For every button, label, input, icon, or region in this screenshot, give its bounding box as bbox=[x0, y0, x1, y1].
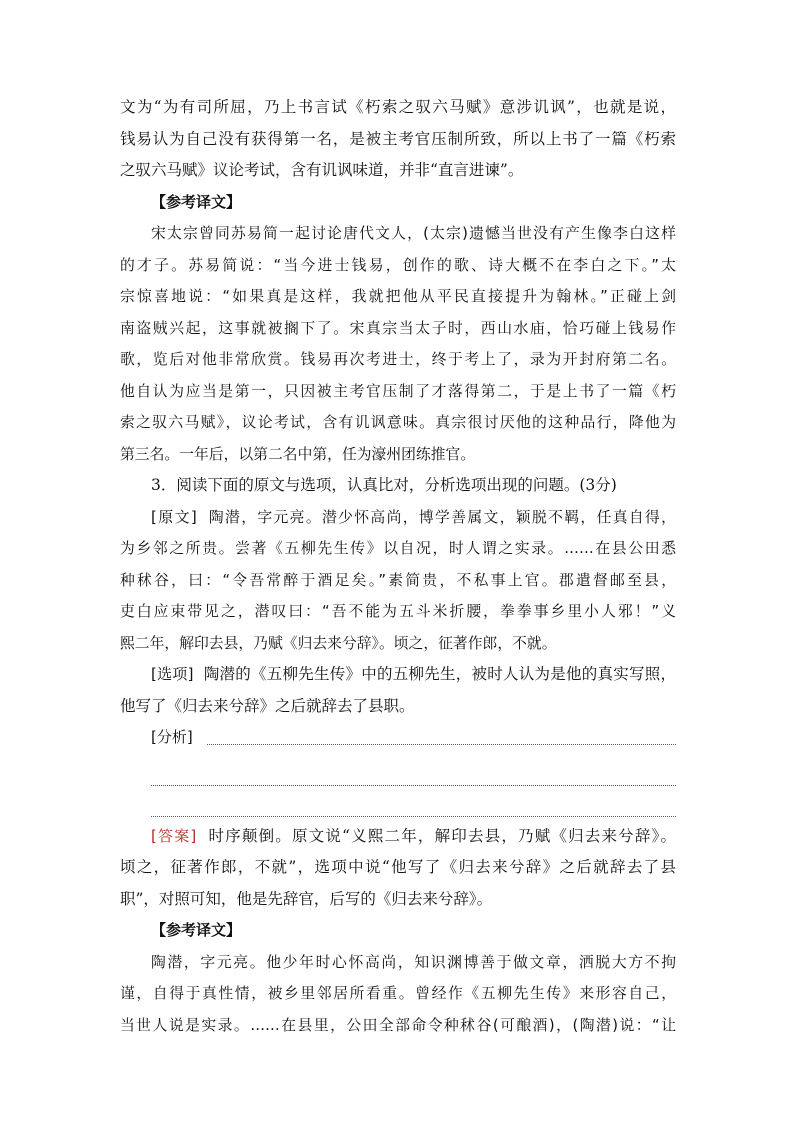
original-text-block bbox=[120, 502, 676, 660]
answer-blank-line[interactable] bbox=[151, 769, 676, 786]
text-line: 他自认为应当是第一，只因被主考官压制了才落得第二，于是上书了一篇《朽 bbox=[120, 382, 676, 400]
original-tag: [原文] bbox=[151, 507, 197, 526]
text-line: 种秫谷，曰：“令吾常醉于酒足矣。”素简贵，不私事上官。郡遣督邮至县， bbox=[120, 571, 676, 589]
option-block bbox=[120, 659, 676, 722]
text-line: 南盗贼兴起，这事就被搁下了。宋真宗当太子时，西山水庙，恰巧碰上钱易作 bbox=[120, 319, 676, 337]
answer-blank-line[interactable] bbox=[151, 800, 676, 817]
text-line: 当世人说是实录。……在县里，公田全部命令种秫谷(可酿酒)，(陶潜)说：“让 bbox=[120, 1016, 676, 1034]
text-line: 文为“为有司所屈，乃上书言试《朽索之驭六马赋》意涉讥讽”，也就是说， bbox=[120, 98, 676, 116]
reference-translation-2 bbox=[120, 947, 676, 1042]
question-title: 3．阅读下面的原文与选项，认真比对，分析选项出现的问题。(3分) bbox=[151, 476, 617, 494]
text-line: 职”，对照可知，他是先辞官，后写的《归去来兮辞》。 bbox=[120, 889, 493, 908]
text-line: 陶潜，字元亮。潜少怀高尚，博学善属文，颖脱不羁，任真自得， bbox=[208, 508, 676, 526]
text-line: 谨，自得于真性情，被乡里邻居所看重。曾经作《五柳先生传》来形容自己， bbox=[120, 985, 676, 1002]
text-line: 陶潜，字元亮。他少年时心怀高尚，知识渊博善于做文章，洒脱大方不拘 bbox=[151, 953, 676, 971]
reference-translation-heading: 【参考译文】 bbox=[151, 921, 242, 939]
text-line: 歌，览后对他非常欣赏。钱易再次考进士，终于考上了，录为开封府第二名。 bbox=[120, 351, 676, 368]
text-line: 索之驭六马赋》，议论考试，含有讥讽意味。真宗很讨厌他的这种品行，降他为 bbox=[120, 414, 676, 431]
text-line: 之驭六马赋》议论考试，含有讥讽味道，并非“直言进谏”。 bbox=[120, 161, 524, 179]
reference-translation-1 bbox=[120, 218, 676, 470]
text-line: 宗惊喜地说：“如果真是这样，我就把他从平民直接提升为翰林。”正碰上剑 bbox=[120, 288, 676, 305]
text-line: 陶潜的《五柳先生传》中的五柳先生，被时人认为是他的真实写照， bbox=[203, 665, 676, 683]
option-tag: [选项] bbox=[151, 665, 194, 683]
document-page bbox=[120, 92, 676, 1041]
text-line: 宋太宗曾同苏易简一起讨论唐代文人，(太宗)遗憾当世没有产生像李白这样 bbox=[151, 225, 676, 242]
text-line: 为乡邻之所贵。尝著《五柳先生传》以自况，时人谓之实录。……在县公田悉 bbox=[120, 540, 676, 557]
text-line: 熙二年，解印去县，乃赋《归去来兮辞》。顷之，征著作郎，不就。 bbox=[120, 634, 557, 652]
reference-translation-heading: 【参考译文】 bbox=[151, 192, 242, 211]
analysis-tag: [分析] bbox=[151, 728, 193, 746]
text-line: 第三名。一年后，以第二名中第，任为濠州团练推官。 bbox=[120, 445, 476, 463]
text-line: 他写了《归去来兮辞》之后就辞去了县职。 bbox=[120, 696, 415, 715]
text-line: 顷之，征著作郎，不就”，选项中说“他写了《归去来兮辞》之后就辞去了县 bbox=[120, 858, 676, 876]
text-line: 钱易认为自己没有获得第一名，是被主考官压制所致，所以上书了一篇《朽索 bbox=[120, 129, 676, 148]
answer-tag: [答案] bbox=[151, 826, 197, 845]
text-line: 时序颠倒。原文说“义熙二年，解印去县，乃赋《归去来兮辞》。 bbox=[208, 826, 676, 845]
analysis-block bbox=[120, 722, 676, 817]
text-line: 吏白应束带见之，潜叹曰：“吾不能为五斗米折腰，拳拳事乡里小人邪！”义 bbox=[120, 603, 676, 620]
intro-paragraph bbox=[120, 92, 676, 187]
answer-block bbox=[120, 821, 676, 916]
answer-blank-line[interactable] bbox=[207, 730, 676, 745]
text-line: 的才子。苏易简说：“当今进士钱易，创作的歌、诗大概不在李白之下。”太 bbox=[120, 256, 676, 274]
